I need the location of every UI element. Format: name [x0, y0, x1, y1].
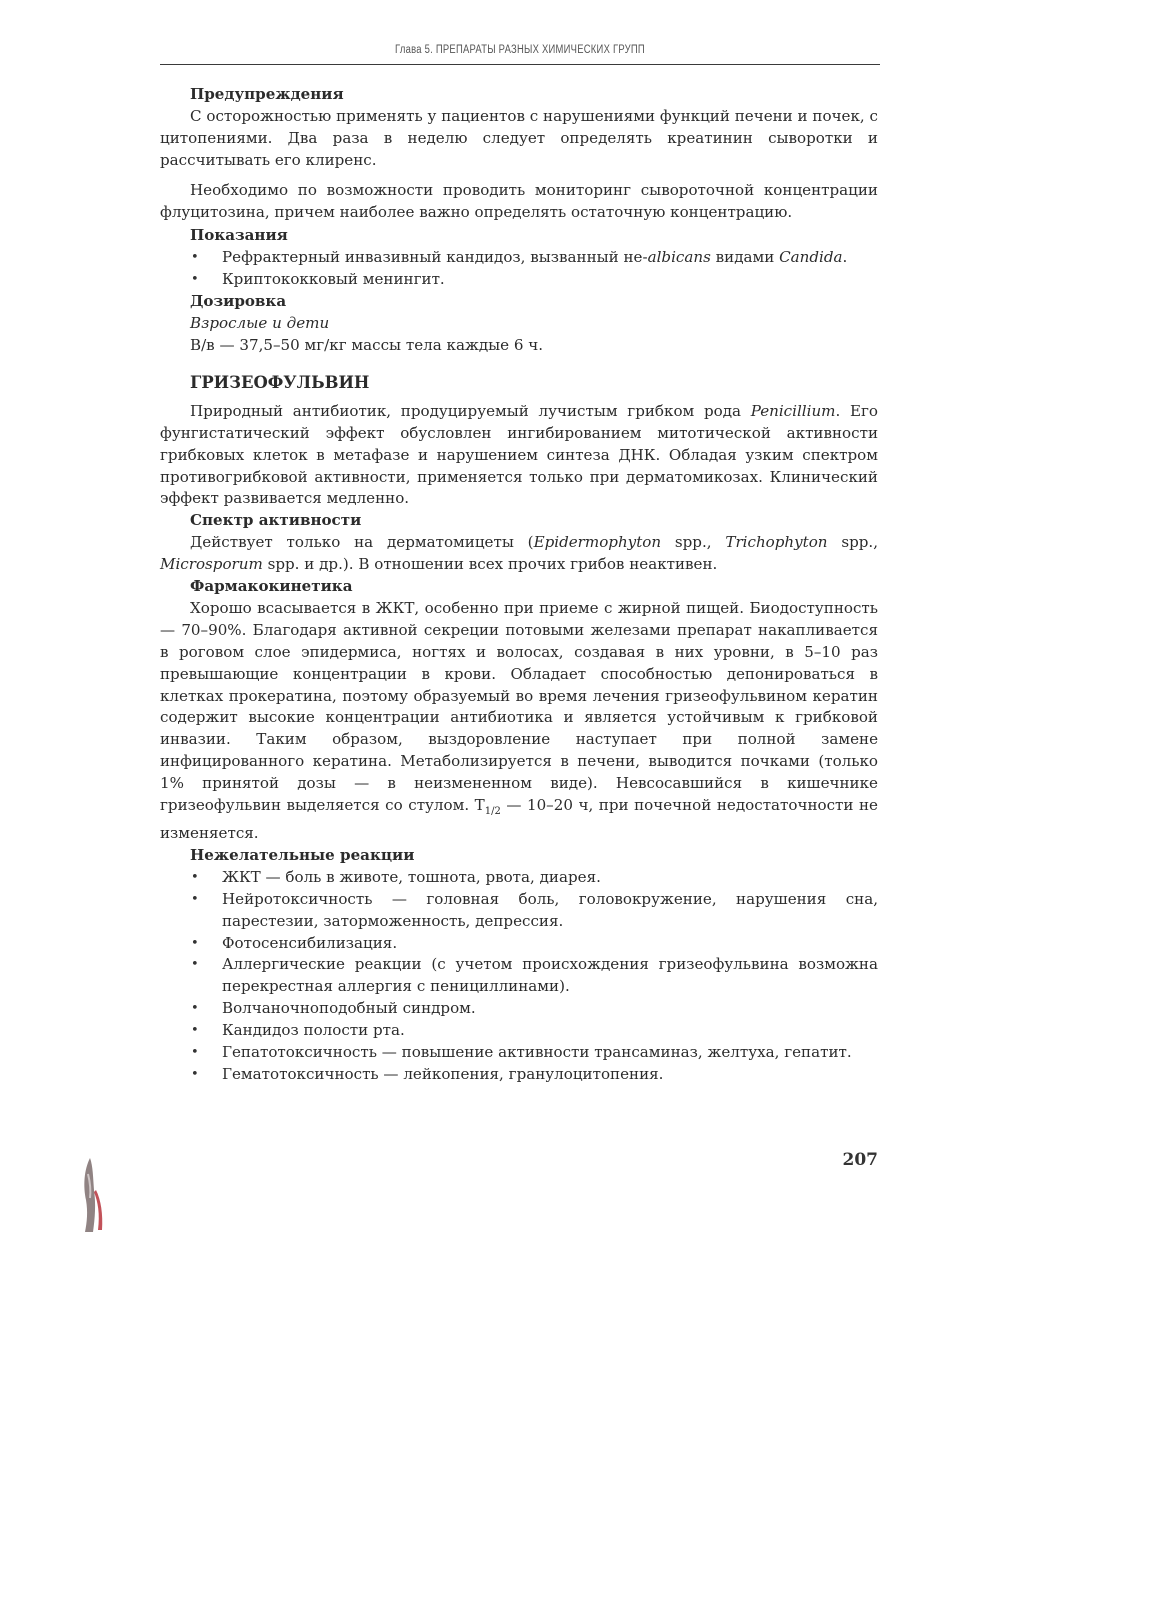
adverse-item: • Нейротоксичность — головная боль, головокружение, нарушения сна, парестезии, заторможенность, депрессия. [190, 889, 878, 933]
indications-heading: Показания [190, 226, 288, 245]
header-rule [160, 64, 880, 65]
indication-item: • Рефрактерный инвазивный кандидоз, вызванный не-albicans видами Candida. [190, 247, 878, 269]
warnings-heading: Предупреждения [190, 85, 344, 103]
pharmacokinetics-text: Хорошо всасывается в ЖКТ, особенно при приеме с жирной пищей. Биодоступность — 70–90%. Благодаря активной секреции потовыми железами препарат накапливается в роговом слое эпидермиса, ногтях и волосах, создавая в них уровни, в 5–10 раз превышающие концентрации в крови. Обладает способностью депонироваться в клетках прокератина, поэтому образуемый во время лечения гризеофульвином кератин содержит высокие концентрации антибиотика и является устойчивым к грибковой инвазии. Таким образом, выздоровление наступает при полной замене инфицированного кератина. Метаболизируется в печени, выводится почками (только 1% принятой дозы — в неизмененном виде). Невсосавшийся в кишечнике гризеофульвин выделяется со стулом. $T_{1/2}$ — 10–20 ч, при почечной недостаточности не изменяется. [160, 598, 878, 843]
dosage-text: В/в — 37,5–50 мг/кг массы тела каждые 6 ч. [190, 335, 544, 354]
scan-artifact-mark [78, 1156, 108, 1234]
adverse-item: • Гематотоксичность — лейкопения, гранулоцитопения. [190, 1064, 878, 1086]
spectrum-heading: Спектр активности [190, 511, 362, 530]
adverse-heading: Нежелательные реакции [190, 845, 415, 864]
indications-list [190, 247, 878, 291]
indication-item: • Криптококковый менингит. [190, 269, 878, 291]
page-number: 207 [842, 1150, 878, 1170]
page-content [160, 84, 878, 1086]
adverse-item: • Кандидоз полости рта. [190, 1020, 878, 1042]
adverse-item: • Аллергические реакции (с учетом происхождения гризеофульвина возможна перекрестная аллергия с пенициллинами). [190, 954, 878, 998]
adverse-item: • ЖКТ — боль в животе, тошнота, рвота, диарея. [190, 867, 878, 889]
dosage-subheading: Взрослые и дети [190, 314, 330, 333]
adverse-item: • Фотосенсибилизация. [190, 933, 878, 955]
warnings-paragraph-2: Необходимо по возможности проводить мониторинг сывороточной концентрации флуцитозина, причем наиболее важно определять остаточную концентрацию. [160, 180, 878, 221]
adverse-item: • Гепатотоксичность — повышение активности трансаминаз, желтуха, гепатит. [190, 1042, 878, 1064]
running-header: Глава 5. ПРЕПАРАТЫ РАЗНЫХ ХИМИЧЕСКИХ ГРУПП [395, 44, 645, 56]
adverse-item: • Волчаночноподобный синдром. [190, 998, 878, 1020]
spectrum-text: Действует только на дерматомицеты (Epidermophyton spp., Trichophyton spp., Microsporum spp. и др.). В отношении всех прочих грибов неактивен. [160, 533, 879, 574]
adverse-list [190, 867, 878, 1086]
drug-intro: Природный антибиотик, продуцируемый лучистым грибком рода Penicillium. Его фунгистатический эффект обусловлен ингибированием митотической активности грибковых клеток в метафазе и нарушением синтеза ДНК. Обладая узким спектром противогрибковой активности, применяется только при дерматомикозах. Клинический эффект развивается медленно. [160, 401, 878, 508]
warnings-paragraph-1: С осторожностью применять у пациентов с нарушениями функций печени и почек, с цитопениями. Два раза в неделю следует определять креатинин сыворотки и рассчитывать его клиренс. [160, 106, 878, 169]
pharmacokinetics-heading: Фармакокинетика [190, 577, 353, 596]
drug-title: ГРИЗЕОФУЛЬВИН [190, 372, 370, 392]
dosage-heading: Дозировка [190, 292, 287, 311]
